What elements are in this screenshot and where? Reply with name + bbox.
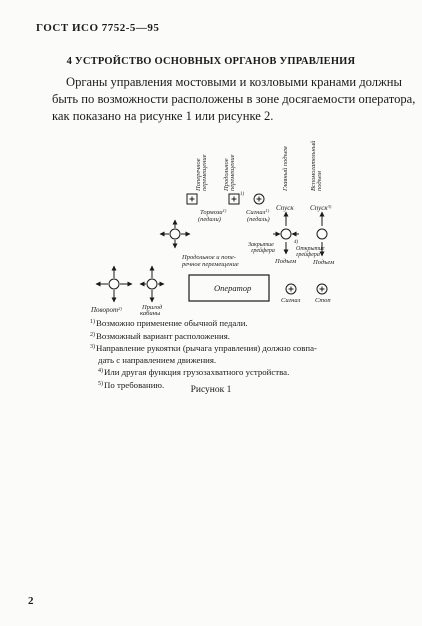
grip-open-label: Открытие грейфера bbox=[296, 246, 325, 258]
aux-lift-label: Подъем bbox=[313, 259, 335, 266]
label-main-lift: Главный подъем bbox=[282, 146, 289, 191]
paragraph-line-3: как показано на рисунке 1 или рисунке 2. bbox=[52, 109, 274, 123]
document-code: ГОСТ ИСО 7752-5—95 bbox=[36, 22, 160, 34]
paragraph-line-1: Органы управления мостовыми и козловыми кранами должны bbox=[66, 75, 402, 89]
horn-bottom-label: Сигнал bbox=[281, 297, 301, 304]
stop-label: Стоп bbox=[315, 297, 331, 304]
brake-pedal-button-1 bbox=[187, 194, 197, 204]
page-number: 2 bbox=[28, 595, 34, 607]
long-trans-label: Продольное и попе- речное перемещение bbox=[182, 254, 239, 268]
footnote-4: $^{4)}$Или другая функция грузозахватного устройства. bbox=[98, 367, 290, 378]
rotation-joystick bbox=[96, 266, 132, 302]
cab-travel-joystick bbox=[140, 266, 164, 302]
brake-pedal-button-2 bbox=[229, 194, 239, 204]
footnotes bbox=[90, 317, 365, 392]
horn-pedal-button bbox=[254, 194, 264, 204]
grip-close-label: Закрытие грейфера bbox=[248, 242, 275, 254]
travel-joystick bbox=[160, 220, 190, 248]
footnote-3-continued: дать с направлением движения. bbox=[98, 354, 217, 365]
footnote-1: $^{1)}$Возможно применение обычной педали. bbox=[90, 318, 248, 328]
brake-sub-label: (педали) bbox=[198, 216, 221, 223]
descent-main-label: Спуск bbox=[276, 204, 294, 212]
horn-top-sub-label: (педаль) bbox=[247, 216, 270, 223]
paragraph-line-2: быть по возможности расположены в зоне досягаемости оператора, bbox=[52, 92, 416, 106]
footnote-5: $^{5)}$По требованию. bbox=[98, 379, 165, 390]
label-longitudinal-1: Продольное перемещение bbox=[223, 154, 236, 191]
brake-sup-marker: 1) bbox=[240, 192, 245, 197]
label-transverse-1: Поперечное перемещение bbox=[195, 154, 208, 191]
brake-label: Тормоза$^{1)}$ bbox=[200, 208, 227, 216]
section-title: 4 УСТРОЙСТВО ОСНОВНЫХ ОРГАНОВ УПРАВЛЕНИЯ bbox=[66, 56, 356, 67]
control-layout-figure bbox=[0, 130, 422, 320]
grip-sup-marker: 4) bbox=[294, 240, 299, 245]
main-lift-label: Подъем bbox=[275, 258, 297, 265]
label-aux-lift: Вспомогательный подъем bbox=[310, 140, 323, 191]
horn-top-label: Сигнал$^{1)}$ bbox=[246, 208, 270, 216]
descent-aux-label: Спуск$^{3)}$ bbox=[310, 204, 332, 212]
horn-bottom-button bbox=[286, 284, 296, 294]
operator-label: Оператор bbox=[214, 283, 252, 293]
body-paragraph bbox=[52, 74, 416, 125]
stop-button bbox=[317, 284, 327, 294]
rotation-label: Поворот$^{2)}$ bbox=[91, 306, 122, 314]
footnote-2: $^{2)}$Возможный вариант расположения. bbox=[90, 330, 230, 341]
figure-caption: Рисунок 1 bbox=[190, 385, 232, 395]
cab-travel-label: Пригод кабины bbox=[140, 304, 163, 317]
footnote-3: $^{3)}$Направление рукоятки (рычага управления) должно совпа- bbox=[90, 343, 317, 354]
